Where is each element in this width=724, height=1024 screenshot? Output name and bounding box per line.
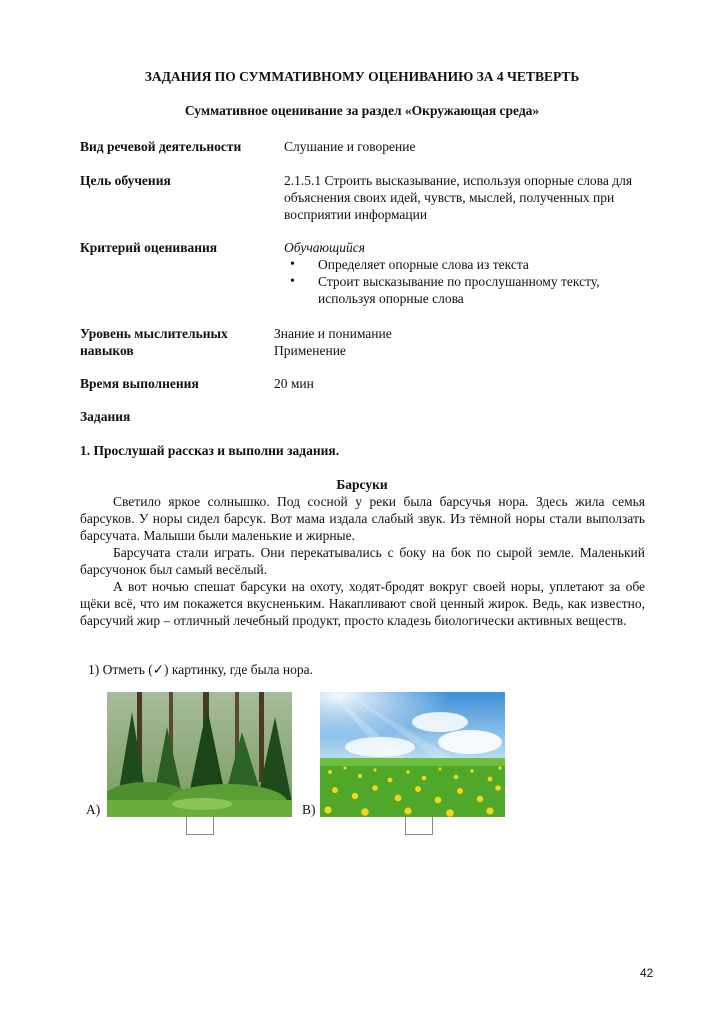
level-label	[80, 325, 228, 359]
level-value-line-2: Применение	[274, 343, 346, 358]
page-subtitle: Суммативное оценивание за раздел «Окружающая среда»	[184, 103, 540, 118]
question-1: 1) Отметь (✓) картинку, где была нора.	[88, 662, 313, 677]
goal-value: 2.1.5.1 Строить высказывание, используя опорные слова для объяснения своих идей, чувств, мыслей, полученных при восприятии информации	[284, 173, 633, 222]
option-a-label: A)	[86, 802, 101, 817]
criteria-item: • Определяет опорные слова из текста	[284, 256, 654, 273]
forest-image	[107, 692, 292, 817]
criteria-label: Критерий оценивания	[80, 240, 218, 255]
level-label-line-2: навыков	[80, 343, 134, 358]
page-number: 42	[640, 966, 654, 980]
story-title: Барсуки	[336, 477, 388, 492]
time-label: Время выполнения	[80, 376, 199, 391]
story-paragraph: Светило яркое солнышко. Под сосной у реки была барсучья нора. Здесь жила семья барсуков. У норы сидел барсук. Вот мама издала слабый звук. Из тёмной норы стали выползать барсучата. Малыши были маленькие и жирные.	[80, 494, 645, 543]
activity-value: Слушание и говорение	[284, 139, 416, 154]
criteria-intro: Обучающийся	[284, 240, 366, 255]
page-title: ЗАДАНИЯ ПО СУММАТИВНОМУ ОЦЕНИВАНИЮ ЗА 4 ЧЕТВЕРТЬ	[144, 69, 580, 84]
story-paragraph: Барсучата стали играть. Они перекатывались с боку на бок по сырой земле. Маленький барсучонок был самый весёлый.	[80, 545, 645, 577]
option-b-label: B)	[302, 802, 316, 817]
criteria-item: • Строит высказывание по прослушанному тексту, используя опорные слова	[284, 273, 654, 307]
story-text	[80, 493, 645, 629]
tasks-heading: Задания	[80, 409, 131, 424]
meadow-image	[320, 692, 505, 817]
story-paragraph: А вот ночью спешат барсуки на охоту, ходят-бродят вокруг своей норы, уплетают за обе щёки всё, что им покажется вкусненьким. Накапливают свой ценный жирок. Ведь, как известно, барсучий жир – отличный лечебный продукт, просто кладезь биологически активных веществ.	[80, 579, 645, 628]
level-value	[274, 325, 644, 359]
criteria-list	[284, 256, 654, 307]
option-b-checkbox[interactable]	[405, 817, 433, 835]
level-label-line-1: Уровень мыслительных	[80, 326, 228, 341]
level-value-line-1: Знание и понимание	[274, 326, 392, 341]
time-value: 20 мин	[274, 376, 314, 391]
criteria-block	[284, 239, 654, 307]
goal-label: Цель обучения	[80, 173, 171, 188]
activity-label: Вид речевой деятельности	[80, 139, 242, 154]
option-a-checkbox[interactable]	[186, 817, 214, 835]
task1-heading: 1. Прослушай рассказ и выполни задания.	[80, 443, 340, 458]
